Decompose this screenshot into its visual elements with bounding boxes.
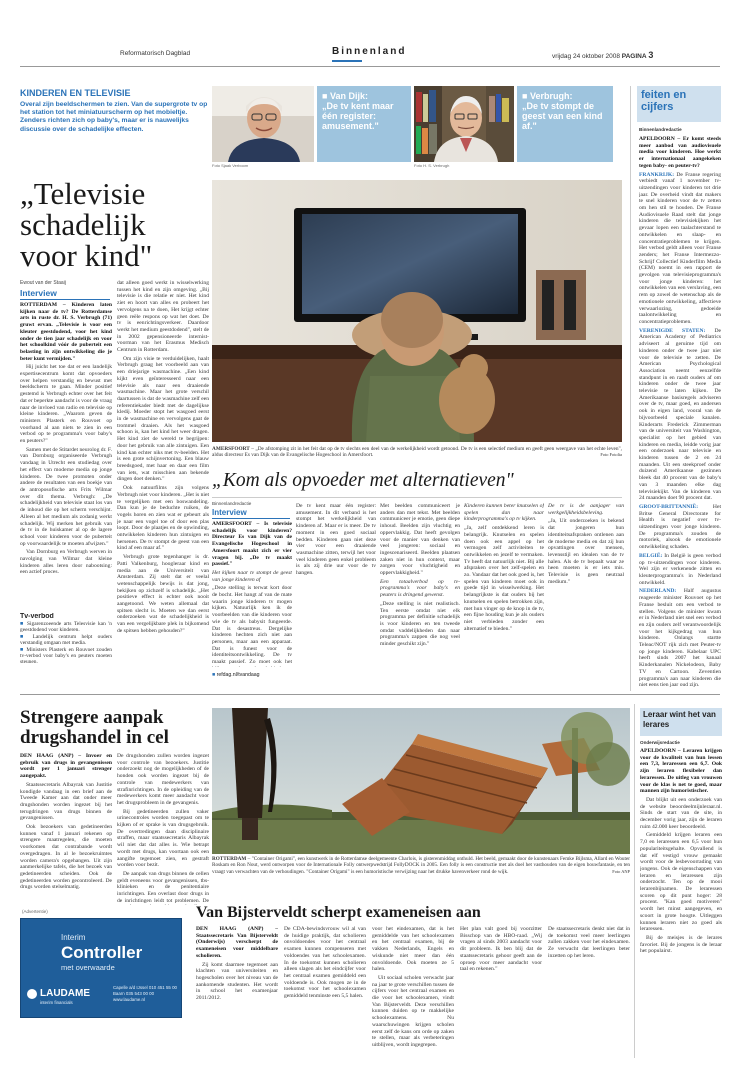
leraar-header xyxy=(640,708,722,736)
tv-verbod-box xyxy=(20,613,112,688)
origami-photo xyxy=(212,708,630,854)
second-column-5 xyxy=(548,503,624,686)
exam-headline: Van Bijsterveldt scherpt exameneisen aan xyxy=(196,904,481,921)
facts-item-belgium xyxy=(639,553,721,587)
credit-van-dijk: Foto Sjaak Verboom xyxy=(212,163,249,168)
facts-item-usa xyxy=(639,328,721,502)
facts-item-netherlands-lead: NEDERLAND: xyxy=(639,588,677,595)
exam-body-2: De CDA-bewindsvrouw wil al van de huidige praktijk, dat scholieren onvoldoendes voor het centraal examen kunnen compenseren met voldoendes van het schoolexamen. In de toekomst kunnen scholieren alleen slagen als het eindcijfer voor het centraal examen gemiddeld een voldoende is. Ook mogen ze in de toekomst voor het schoolexamen gemiddeld tenminste een 5,5 halen. xyxy=(284,926,366,1000)
top-intro: Overal zijn beeldschermen te zien. Van de supergrote tv op het station tot het miniatuurscherm op het mobieltje. Zenders richten zich op baby's, maar er is nauwelijks discussie over de schadelijke effecten. xyxy=(20,101,208,133)
ad-contact-1: Capelle a/d IJssel 010 451 55 00 xyxy=(113,985,177,990)
exam-column-1 xyxy=(196,926,278,1058)
exam-body-4: Uit sociaal scholen verwacht jaar na jaar te grote verschillen tussen de cijfers voor het centraal examen en die voor het schoolexamen, vindt Van Bijsterveldt. Deze verschillen kunnen duiden op te makkelijke schoolexamens. Nu waarschuwingen krijgen scholen eerst zelf de kans om orde op zaken te stellen, maar als verbeteringen uitblijven, wordt ingegrepen. xyxy=(372,974,454,1048)
main-body-5: Om zijn visie te verduidelijken, haalt Verbrugh graag het voorbeeld aan van een driejarige wasmachine. „Een kind kijkt even geïnteresseerd naar een televisie als naar een draaiende wasmachine. Maar het grote verschil daartussen is dat de wasmachine zelf een referentiekader biedt met de dagelijkse kledij. Moeder stopt het wasgoed eerst in de wasmachine en vervolgens gaat de trommel draaien. Als het wasgoed schoon is, kan het kind het weer dragen. Het kind ziet de wereld te begrijpen: door het gebruik van alle zintuigen. Een kind kan echter niks met tv-beelden. Het is een grote schijnvertoning. Een blauw breedsgoed, met haar en daar een film van iets, wat misschien aan bekende dingen doet denken." xyxy=(117,355,209,483)
tv-verbod-heading: Tv-verbod xyxy=(20,613,54,620)
facts-item-belgium-lead: BELGIË: xyxy=(639,552,663,559)
main-headline: „Televisie schadelijk voor kind" xyxy=(20,176,153,273)
origami-caption xyxy=(212,856,630,878)
lower-section-rule xyxy=(20,694,720,695)
second-body-3: Met beelden communiceert je anders dan met tekst. Met beelden communiceer je emotie, geen diepe inhoud. Beelden zijn vluchtig en oppervlakkig. Dat heeft gevolgen voor de manier van denken van veel jongeren: sociaal en ingescenariseerd. Beelden plaatsen zaken niet in hun context, maar zorgen voor vluchtigheid en oppervlakkigheid." xyxy=(380,503,460,577)
quote-box-verbrugh xyxy=(517,86,613,162)
tv-verbod-item-1-text: Sigarenzoeende arts Telesvisie kan 'n geestdodend voor kinderen. xyxy=(20,621,112,634)
bullet-icon: ■ xyxy=(20,646,25,653)
exam-body-1: Zij komt daarmee tegemoet aan klachten van universiteiten en hogescholen over het niveau van de aankomende studenten. Het wordt in school het examenjaar 2011/2012. xyxy=(196,961,278,1002)
bullet-icon: ■ xyxy=(20,621,25,627)
facts-item-france-text: De Franse regering verbiedt vanaf 1 november tv-uitzendingen voor kinderen tot drie jaar. De overheid vindt dat makers te snel kinderen voor de tv zetten om hen stil te houden. De Franse Audiovisuele Raad stelt dat jonge kinderen die televisiekijken het gevaar lopen een taalachterstand te ontwikkelen en slaap- en concentratieproblemen te krijgen. Het verbod geldt alleen voor Franse zenders; het Franse Intermezzo-Schrijf Collectief Kinderfilm Media (CEM) noemt in een rapport de gevolgen van televisieprogramma's voor jonge kinderen: het ontwikkelen van een verslaving, een rem op zowel de wetenschap als de emotionele ontwikkeling, affectieve verwaarlozing, gedoeide taalontwikkeling en concentratieproblemen. xyxy=(639,171,721,325)
leraar-body-2: Gemiddeld krijgen leraren een 7,0 en leraressen een 6,5 voor hun populariteitsgehalte. Opvallend is dat elf vestigd vrouw gemaakt wordt voor de lesbevoorrading van jongens. Ook de eigenschappen van leraren en leraressen zijn onderzocht. Ten op de mooi lerarenbijnamen. De leraressen scoren op dit punt hoger: 28 procent. "Kan goed motiveren" wordt het minst aangegeven, en scoort in grote hoogte. Uitleggen kunnen leraren niet zo goed als leraressen. xyxy=(640,832,722,933)
masthead-rule xyxy=(20,66,720,67)
ad-brand-sub: interim financials xyxy=(40,1000,73,1005)
main-body-3: Van Dornburg en Verbrugh werven in navolging van Wilmar dat kleine kinderen alles leren door nabootsing: een actief proces. xyxy=(20,549,112,576)
credit-verbrugh: Foto H. S. Verbrugh xyxy=(414,163,450,168)
tv-verbod-item-1 xyxy=(20,621,112,634)
origami-photo-credit: Foto ANP xyxy=(612,868,630,874)
main-label-rule xyxy=(20,299,110,300)
quote-bullet-icon: ■ xyxy=(522,91,528,101)
quote-verbrugh-name: Verbrugh: xyxy=(529,91,573,101)
top-kicker: KINDEREN EN TELEVISIE xyxy=(20,88,131,98)
advertisement[interactable] xyxy=(20,918,182,1018)
facts-item-usa-lead: VERENIGDE STATEN: xyxy=(639,327,706,334)
ad-subtitle: met overwaarde xyxy=(61,963,115,972)
drugs-body-1: Staatssecretaris Albayrak van Justitie kondigde vandaag in een brief aan de Tweede Kamer aan dat onder meer drugshonden worden ingezet bij het terugdringen van drugs binnen de gevangenissen. xyxy=(20,781,112,822)
portrait-van-dijk xyxy=(212,86,314,162)
facts-intro: APELDOORN – Er komt steeds meer aanbod van audiovisuele media voor kinderen. Hoe werkt er internationaal aangekeken tegen baby- en peuter-tv? xyxy=(639,136,721,169)
main-photo xyxy=(212,180,622,442)
quote-van-dijk-name-line xyxy=(322,91,406,101)
leraar-body-3: Bij de meisjes is de lerares favoriet. Bij de jongens is de leraar het populairst. xyxy=(640,934,722,955)
second-headline-rule xyxy=(212,497,622,498)
leraar-body-1: Dat blijkt uit een onderzoek van de website beoordeelmijnleraar.nl. Sinds de start van de site, in december vorig jaar, zijn de leraren ruim 42.000 keer beoordeeld. xyxy=(640,796,722,830)
ad-contact-2: Baarn 035 543 00 00 xyxy=(113,991,155,996)
exam-lead: DEN HAAG (ANP) – Staatssecretaris Van Bijsterveldt (Onderwijs) verscherpt de exameneisen voor middelbare scholieren. xyxy=(196,926,278,959)
quote-van-dijk-text: „De tv kent maar één register: amusement." xyxy=(322,101,394,131)
origami-caption-text: – "Container Origami", een kunstwerk in de Rotterdamse deelgemeente Charlois, is gisterenmiddag onthuld. Het beeld, gemaakt door de kunstenaars Femke Bijlsma, Allard en Wouter Roskam en Ron Nout, werd ontworpen voor de Internationale Folly ontwerpwedstrijd FollyDOCK in 2005. Een folly is een constructie met als doel het vasthouden van de eigen bouwfantasie, en ten vraagt van verwachten van de verhoudingen. "Container Origami" is een humoristische verwijzing naar het drukke havenverkeer rond de wijk. xyxy=(212,856,630,875)
facts-item-france xyxy=(639,172,721,326)
second-column-3 xyxy=(380,503,460,686)
origami-photo-image xyxy=(212,708,630,854)
second-question-4: De tv is de aanjager van werkgelijkheidsbeleving. xyxy=(548,503,624,516)
leraar-headline: Leraar wint het van lerares xyxy=(643,710,716,729)
exam-column-2 xyxy=(284,926,366,1058)
main-body-2: Samen met de Stitardet neurolog dr. F. van Dornburg organiseerde Verbrugh vandaag in Utrecht een studiedag over het effect van moderne media op jonge kinderen. De twee promoten onder andere de resultaten van een boekje van de antroposofische arts Frits Wilmar over dit thema. Verbrugh: „De schadelijkheid van televisie staat los van de inhoud die op het scherm verschijnt. Alleen al het medium als zodanig werkt schadelijk. Wij merken het gebruik van de tv in de huiskamer al op de lagere school voor kinderen voor de puberteit op voorwaardelijk te moeten afwijzen." xyxy=(20,446,112,547)
facts-item-uk-text: Het Britse General Directorate for Health is negatief over tv-uitzendingen voor jonge kinderen. De programma's zouden de motoriek, alsook de emotionele ontwikkeling schaden. xyxy=(639,503,721,551)
main-photo-caption xyxy=(212,446,622,462)
quote-van-dijk-name: Van Dijk: xyxy=(329,91,368,101)
exam-column-3 xyxy=(372,926,454,1058)
sidebar-divider xyxy=(630,86,631,691)
drugs-column-2 xyxy=(117,753,209,905)
portrait-verbrugh-image xyxy=(414,86,514,162)
second-question-2: Een totaalverbod op tv-programma's voor baby's en peuters is dringend gewenst. xyxy=(380,578,460,599)
quote-box-van-dijk xyxy=(317,86,411,162)
facts-item-france-lead: FRANKRIJK: xyxy=(639,171,675,178)
ad-website[interactable]: www.laudame.nl xyxy=(113,997,145,1002)
exam-column-5 xyxy=(548,926,630,1058)
second-column-4 xyxy=(464,503,544,686)
drugs-column-1 xyxy=(20,753,112,905)
drugs-lead: DEN HAAG (ANP) – Invoer en gebruik van drugs in gevangenissen wordt per 1 januari strenger aangepakt. xyxy=(20,753,112,780)
drugs-body-4: Bij gedetineerden zullen vaker urinecontroles worden toegepast om te kijken of er sprake is van drugsgebruik. De overtredingen daan disciplinaire straffen, maar staatssecretaris Albayrak wil niet dat dat alles is. Wie betrapt wordt met drugs, kan voortaan ook een aangifte tegemoet zien, en gestraft worden voor bezit. xyxy=(117,808,209,869)
second-body-4: „Deze stelling is niet realistisch. Ten eerste omdat niet elk programma per definitie schadelijk is voor kinderen en ten tweede omdat vaddelijkheden dan naar programma's zappen die nog veel minder geschikt zijn." xyxy=(380,600,460,648)
second-body-1: „Deze stelling is terwat kort door de bocht. Het hangt af van de mate waarin jonge kinderen tv mogen kijken. Natuurlijk ken ik de voorbeelden van die kinderen voor wie de tv als babysit fungeerde. Dat is desastreus. Dergelijke kinderen hechten zich niet aan personen, maar aan een apparaat. Dat is funest voor de identiteitsontwikkeling. De tv maakt passief. Zo moet ook het xyxy=(212,585,292,666)
ad-company: Interim xyxy=(61,933,86,942)
masthead-page-label: PAGINA xyxy=(621,53,647,60)
ad-title: Controller xyxy=(61,943,143,962)
leraar-divider xyxy=(634,704,635,1058)
facts-header xyxy=(637,86,721,122)
main-column-2 xyxy=(117,280,209,688)
link-arrow-icon: ■ xyxy=(212,672,216,678)
main-body-1: Hij juicht het toe dat er een landelijk expertisecentrum komt dat opvoeders over helpen verstandig en bewust met beeldscherm te gaan. Minder positief gestemd is Verbrugh echter over het feit dat er beperkte aandacht is voor de vraag naar de invloed van radio en televisie op kleine kinderen. „Waarom geven de ministers Plasterk en Rouvoet op voorhand al aan niets te zien in een verbod op te programma's voor baby's en peuters?" xyxy=(20,364,112,445)
laudame-logo-icon xyxy=(27,989,37,999)
drugs-body-2: Ook bezoekers van gedetineerden kunnen vanaf 1 januari rekenen op strengere maatregelen, die moeten voorkomen dat contrabande wordt overgedragen. In al le bezoekruimtes worden camera's opgehangen. Uit zijn aanmerkelijke tafels, die het bezoek van gedetineerden scheiden. Ook de gedetineerden worden gecontroleerd. De drugs worden stelselmatig. xyxy=(20,824,112,891)
second-label: Interview xyxy=(212,508,247,517)
second-label-rule xyxy=(212,518,290,519)
second-column-2 xyxy=(296,503,376,686)
ad-label: (Advertentie) xyxy=(22,909,48,914)
facts-item-uk-lead: GROOT-BRITTANNIË: xyxy=(639,503,699,510)
second-body-6: „Ja, Uit onderzoeken is bekend dat jongeren hun identiteitsafspraken ontlenen aan de moderne media en dat zij hun opvattingen over mensen, levensstijl en idealen van de tv halen. Als de tv bepaalt waar ze heen moeten is er iets mis. Televisie is geen neutraal medium." xyxy=(548,518,624,585)
second-column-1 xyxy=(212,521,292,667)
portrait-verbrugh xyxy=(414,86,514,162)
main-body-4: dat alleen goed werkt in wisselwerking tussen het kind en zijn omgeving. „Bij televisie is die relatie er niet. Het kind ziet en hoort van alles en probeert het vervolgens na te doen, Het krijgt echter geen reële respons op wat het doet. De tv is eenrichtingsverkeer. Daardoor werkt het medium geestdodend", stelt de in 2002 gepensioneerde internist-voorman van het Erasmus Medisch Centrum in Rotterdam. xyxy=(117,280,209,354)
ad-brand: LAUDAME xyxy=(40,988,90,999)
leraar-byline: Onderwijsredactie xyxy=(640,740,680,745)
main-lead: ROTTERDAM – Kinderen laten kijken naar de tv? De Rotterdamse arts in ruste dr. H. S. Verbrugh (71) gruwt ervan. „Televisie is voor een kleuter geestdodend, voor het kind onder de tien jaar schadelijk en voor het schoolkind vóór de puberteit een belasting in zijn ontwikkeling die je beter kunt vermijden." xyxy=(20,302,112,362)
origami-caption-lead: ROTTERDAM xyxy=(212,856,247,862)
facts-item-usa-text: De American Academy of Pediatrics adviseert al geruime tijd om kinderen onder de twee jaar niet voor de televisie te zetten. De American Psychological Association neemt eenzelfde standpunt in en raadt ouders af om kinderen onder de twee jaar televisie te laten kijken. De Amerikaanse basisregels adviseren over de tv, maar goed, en andersen ook in eigen land, vooral van de bijvoorbeeld speciale kanalen. Kinderarts Frederick Zimmerman van de universiteit van Washington, specialist op het gebied van kinderen en media, leidde vorig jaar een onderzoek naar televisie en kinderen tussen de 2 en 24 maanden. Uit een steekproef onder duizend Amerikaanse gezinnen bleek dat 40 procent van de baby's van 3 maanden elke dag televisiekijkt. Van de kinderen van 24 maanden doet 90 procent dat. xyxy=(639,327,721,502)
main-label: Interview xyxy=(20,288,57,298)
main-body-6: Ook natuurfilms zijn volgens Verbrugh niet voor kinderen. „Het is niet te vergelijken met een boswandeling. Dan kun je de beduchte ruiken, de vogels horen en zien wat er gebeurt als je naar een vogel toe of door een plas loopt. Door de plaatjes en de opwinding, ontwikkelen kinderen hun zintuigen en hersenen. De tv stompt de geest van een kind af een maar af." xyxy=(117,485,209,552)
tv-verbod-item-3 xyxy=(20,647,112,666)
second-body-5: „Ja, zelf ontdekkend leren is belangrijk. Knutselen en spelen doen ook een appel op het vermogen zelf activiteiten te ontwikkelen en jezelf te vermaken. Tv heeft dat natuurlijk niet. Bij alle afspraken over het zelf-spelen en zo. Vandaar dat het ook goed is, het spelen van kinderen moet ook in goede tijd in wisselwerking. Het belangrijkste is dat ouders bij het knutselen en spelen betrokken zijn, met hun vinger op de knop in de tv, een fijne houding kun je als ouders niet verbieden zonder een alternatief te bieden." xyxy=(464,525,544,632)
refdag-link[interactable] xyxy=(212,672,260,678)
second-byline: Binnenlandredactie xyxy=(212,501,252,506)
top-intro-block xyxy=(20,88,208,160)
second-question-3: Kinderen kunnen beter knutselen of spelen dan naar kinderprogramma's op tv kijken. xyxy=(464,503,544,523)
tv-verbod-item-3-text: Ministers Plasterk en Rouvoet zouden tv-verbod voor baby's en peuters moeten steunen. xyxy=(20,646,112,666)
drugs-body-5: De aanpak van drugs binnen de cellen geldt eveneens voor gevangenissen, tbs-klinieken en de penitentiaire inrichtingen. Een overlast door drugs in de inrichtingen leidt tot problemen. De xyxy=(117,870,209,904)
facts-column xyxy=(639,136,721,688)
drugs-headline: Strengere aanpak drugshandel in cel xyxy=(20,707,169,748)
second-body-2: De tv kent maar één register: amusement. In dit verband is het stompt het werkelijkheid van kinderen af. Maar er is meer. De tv moment in een goed sociaal bedden. Kinderen gaan niet deze vier voor een draaiende wasmachine zitten, terwijl het voor veel kinderen geen enkel probleem is als zij drie uur voor de tv hangen. xyxy=(296,503,376,577)
facts-item-netherlands xyxy=(639,588,721,688)
masthead-date: vrijdag 24 oktober 2008 xyxy=(552,53,620,60)
second-lead: AMERSFOORT – Is televisie schadelijk voor kinderen? Directeur Es van Dijk van de Evangelische Hogeschool in Amersfoort maakt zich er vier vragen bij. „De tv maakt passief." xyxy=(212,521,292,568)
tv-verbod-item-2-text: Landelijk centrum helpt ouders verstandig omgaan met media. xyxy=(20,633,112,647)
ad-contact xyxy=(113,985,177,1003)
drugs-body-3: De drugshonden zullen worden ingezet voor controle van bezoekers. Justitie onderzoekt nog de mogelijkheden of de honden ook worden ingezet bij de controle van medewerkers van strafinrichtingen. In de opleiding van de medewerkers komt meer aandacht voor het drugsprobleem in de gevangenis. xyxy=(117,753,209,806)
main-photo-caption-lead: AMERSFOORT xyxy=(212,446,250,452)
main-byline: Ewout van der Staaij xyxy=(20,280,66,286)
exam-body-5: Het plan valt goed bij voorzitter Bisschop van de HBO-raad. „Wij vragen al sinds 2003 aandacht voor dit probleem. Ik ben blij dat de staatssecretaris gehoor geeft aan de oproep voor meer aandacht voor taal en rekenen." xyxy=(460,926,542,973)
second-question-1: Het kijken naar tv stompt de geest van jonge kinderen af xyxy=(212,569,292,583)
main-photo-credit: Foto Fotolia xyxy=(600,452,622,458)
facts-title-2: cijfers xyxy=(641,101,674,113)
facts-item-netherlands-text: Half augustus reageerde minister Rouvoet op het Franse besluit om een verbod te stellen. Volgens de minister kwam er in Nederland niet snel een verbod en zijn ouders zelf verantwoordelijk voor het kijkgedrag van hun kinderen. Onlangs startte Teleac/NOT rijk zich met Peuter-tv op jonge kinderen. Kabelaar UPC heeft sinds 2007 het kanaal Kinderkanalen Nickelodeon, Baby TV en Cartoon. Zeventien programma's aan naar kinderen die niet eens tien jaar oud zijn. xyxy=(639,588,721,688)
main-body-7: Verbrugh grote tegenhanger is dr. Patti Valkenburg, hoogleraar kind en media aan de Universiteit van Amsterdam. Zij stelt dat er veelal wetenschappelijk bewijs is dat jong, bekijken op zichzelf is schadelijk. „Het positieve effect is echter ook nooit aangetoond. We weten allemaal dat spitsen slecht is. Moeten we dan eerst onderzoeken wat de schadelijkheid is van een vergelijkbare plek in bijkomend de spitsen hebben gehouden?" xyxy=(117,554,209,634)
bullet-icon: ■ xyxy=(20,633,28,640)
main-photo-caption-text: – „De afstomping zit in het feit dat op de tv slechts een deel van de werkelijkheid wordt getoond. De tv is een selectief medium en geeft geen weergave van het echte leven", aldus directeur Es van Dijk van de Evangelische Hogeschool in Amersfoort. xyxy=(212,446,622,459)
newspaper-name: Reformatorisch Dagblad xyxy=(120,50,191,57)
exam-body-3: voor het eindexamen, dat is het gemiddelde van het schoolexamen en het centraal examen, bij de vakken Nederlands, Engels en wiskunde niet meer dan één onvoldoende. Ook moeten ze 5 halen. xyxy=(372,926,454,973)
leraar-column xyxy=(640,748,722,1058)
quote-verbrugh-name-line xyxy=(522,91,608,101)
quote-verbrugh-text: „De tv stompt de geest van een kind af." xyxy=(522,101,603,131)
section-accent-bar xyxy=(332,60,362,62)
refdag-link-text[interactable]: refdag.nl/tvandaag xyxy=(216,672,260,678)
masthead-page-number: 3 xyxy=(648,50,654,60)
facts-item-uk xyxy=(639,504,721,551)
portrait-van-dijk-image xyxy=(212,86,314,162)
quote-bullet-icon: ■ xyxy=(322,91,328,101)
facts-item-belgium-text: In België is geen verbod op tv-uitzendingen voor kinderen. Wel zijn er verkenende zitten en kleuterprogramma's in Nederland ontwikkeld. xyxy=(639,552,721,586)
facts-byline: Binnenlandredactie xyxy=(639,127,682,132)
section-name: Binnenland xyxy=(332,46,407,57)
masthead-date-line xyxy=(552,50,653,60)
second-headline: „Kom als opvoeder met alternatieven" xyxy=(212,470,514,491)
tv-verbod-item-2 xyxy=(20,634,112,647)
main-photo-image xyxy=(212,180,622,442)
exam-body-6: De staatssecretaris denkt niet dat in de toekomst veel meer leerlingen zullen zakken voor het eindexamen. Ze verwacht dat leerlingen beter inzetten op het leren. xyxy=(548,926,630,959)
exam-column-4 xyxy=(460,926,542,1058)
leraar-lead: APELDOORN – Leraren krijgen voor de kwaliteit van hun lessen een 7,3, leraressen een 6,7. Ook zijn leraren flexibeler dan leraressen. De uitleg van vrouwen voor de klas is net te goed, maar mannen zijn humoristischer. xyxy=(640,748,722,795)
facts-title-1: feiten en xyxy=(641,89,687,101)
